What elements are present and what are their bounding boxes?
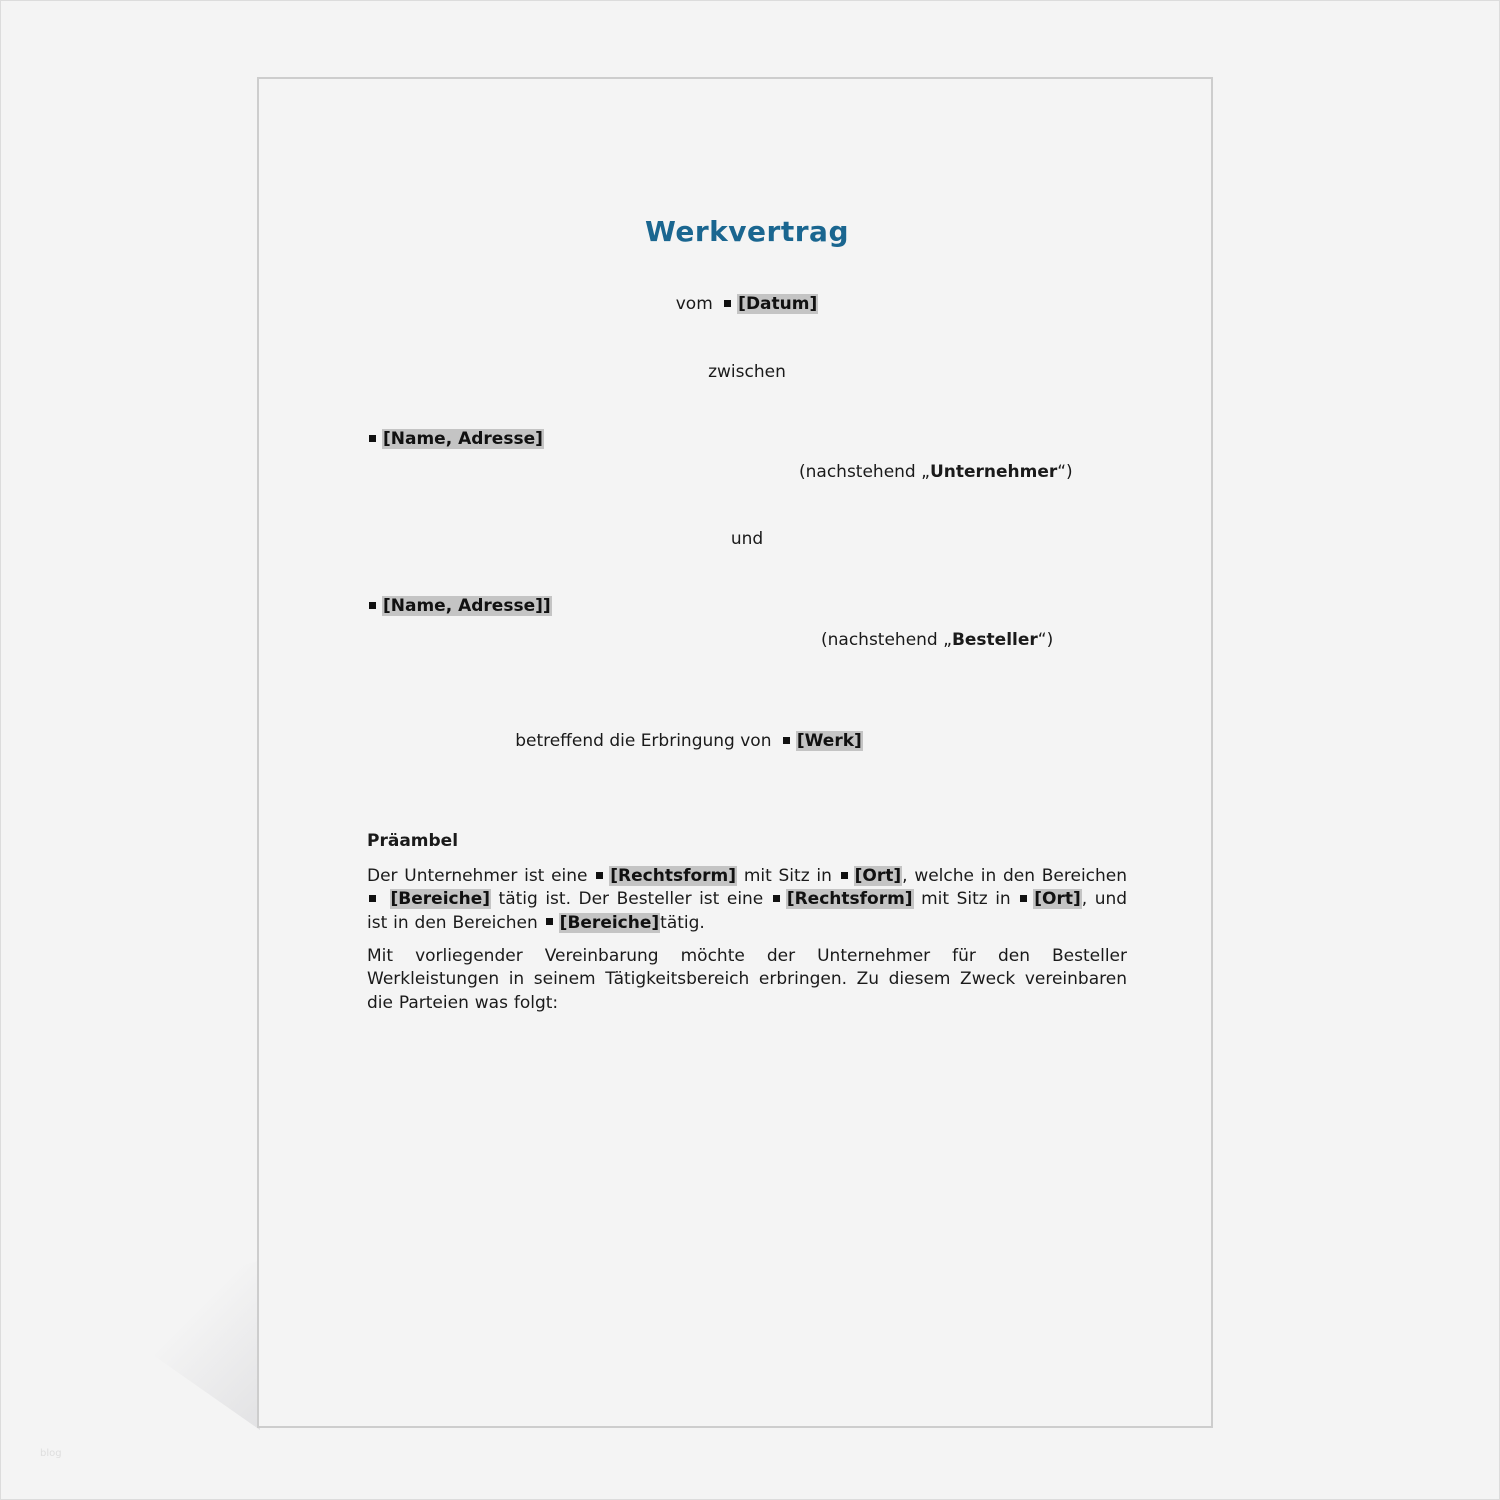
date-placeholder[interactable]: [Datum] xyxy=(738,294,818,314)
bullet-square-icon xyxy=(596,872,603,879)
preamble-heading: Präambel xyxy=(367,831,459,851)
date-prefix: vom xyxy=(675,294,713,314)
text: mit Sitz in xyxy=(921,889,1011,910)
bullet-square-icon xyxy=(369,602,376,609)
text: Der Unternehmer ist eine xyxy=(367,866,588,886)
date-line xyxy=(271,293,1223,316)
and-label: und xyxy=(730,529,764,549)
party2-designation xyxy=(821,629,1053,652)
bullet-square-icon xyxy=(783,737,790,744)
location-placeholder[interactable]: [Ort] xyxy=(1034,889,1081,910)
designation-unternehmer: Unternehmer xyxy=(929,462,1058,482)
legal-form-placeholder[interactable]: [Rechtsform] xyxy=(610,866,737,886)
party1-line xyxy=(367,428,544,451)
document-page xyxy=(257,77,1213,1428)
party1-designation xyxy=(799,461,1073,484)
designation-suffix: “) xyxy=(1057,462,1073,482)
text: tätig ist. Der Besteller ist eine xyxy=(498,889,764,910)
bullet-square-icon xyxy=(546,918,553,925)
work-placeholder[interactable]: [Werk] xyxy=(796,731,862,751)
preamble-paragraph-1 xyxy=(367,865,1127,935)
designation-prefix: (nachstehend „ xyxy=(821,630,952,650)
areas-placeholder[interactable]: [Bereiche] xyxy=(559,912,660,933)
party2-line xyxy=(367,595,552,618)
bullet-square-icon xyxy=(773,895,780,902)
preamble-paragraph-2: Mit vorliegender Vereinbarung möchte der Unternehmer für den Besteller Werkleistungen in seinem Tätigkeitsbereich erbringen. Zu diesem Zweck vereinbaren die Parteien was folgt: xyxy=(367,946,1127,1013)
areas-placeholder[interactable]: [Bereiche] xyxy=(390,889,491,910)
document-title: Werkvertrag xyxy=(645,215,849,248)
between-label: zwischen xyxy=(708,362,786,382)
party2-placeholder[interactable]: [Name, Adresse]] xyxy=(383,596,551,616)
bullet-square-icon xyxy=(1020,895,1027,902)
designation-besteller: Besteller xyxy=(951,630,1038,650)
bullet-square-icon xyxy=(841,872,848,879)
text: tätig. xyxy=(660,912,705,933)
legal-form-placeholder[interactable]: [Rechtsform] xyxy=(786,889,913,910)
bullet-square-icon xyxy=(369,895,376,902)
bullet-square-icon xyxy=(369,435,376,442)
designation-suffix: “) xyxy=(1037,630,1054,650)
text: , und ist in den Bereichen xyxy=(367,889,1128,933)
party1-placeholder[interactable]: [Name, Adresse] xyxy=(383,429,543,449)
text: mit Sitz in xyxy=(743,866,832,886)
text: , welche in den Bereichen xyxy=(902,866,1128,886)
bullet-square-icon xyxy=(724,300,731,307)
subject-prefix: betreffend die Erbringung von xyxy=(515,731,772,751)
location-placeholder[interactable]: [Ort] xyxy=(854,866,902,886)
designation-prefix: (nachstehend „ xyxy=(799,462,930,482)
subject-line xyxy=(213,730,1165,753)
watermark: blog xyxy=(40,1448,62,1459)
